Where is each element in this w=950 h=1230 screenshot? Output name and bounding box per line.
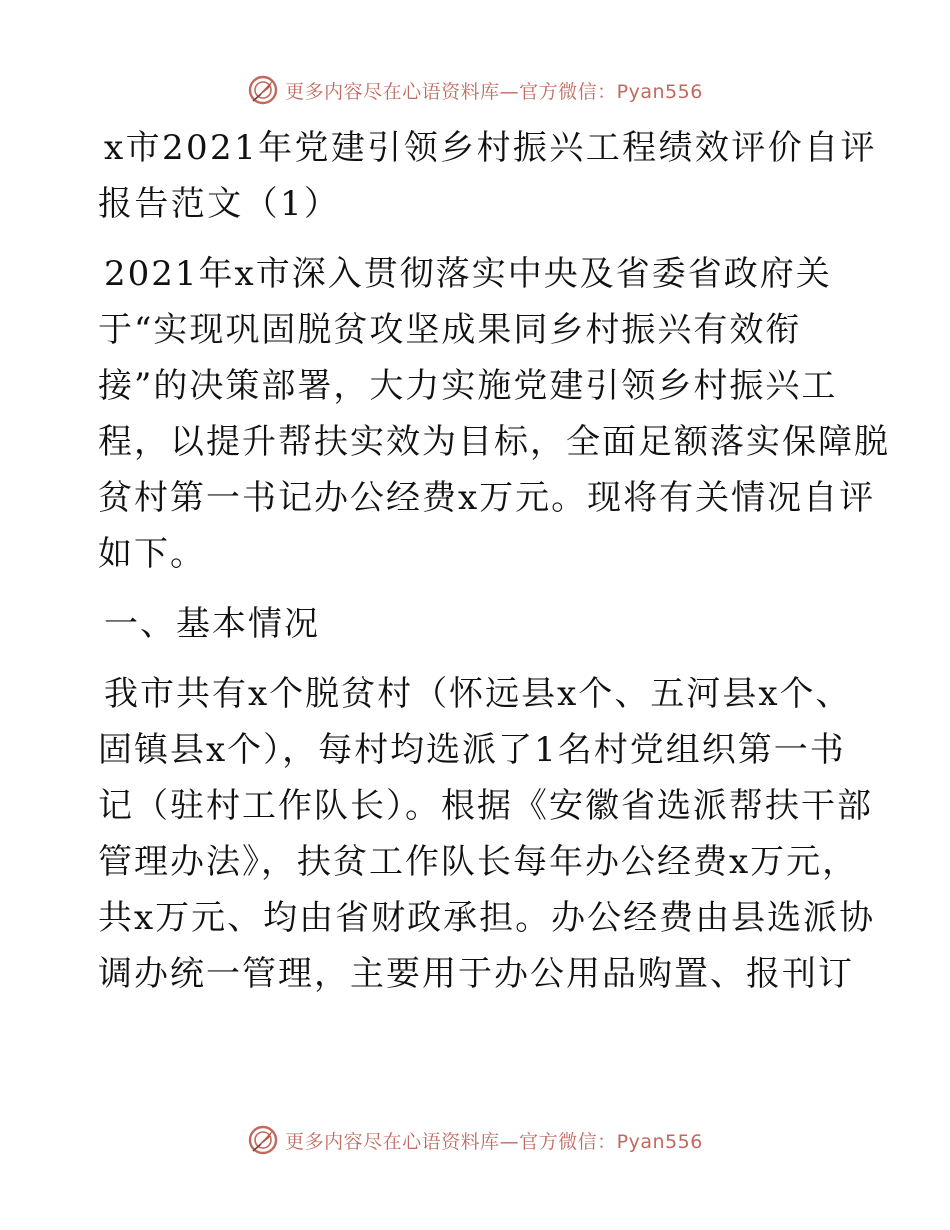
- paragraph-basic-situation: [98, 666, 876, 1002]
- paragraph-line: 管理办法》，扶贫工作队长每年办公经费x万元，: [98, 842, 859, 882]
- paragraph-line: 于“实现巩固脱贫攻坚成果同乡村振兴有效衔: [98, 310, 802, 350]
- paragraph-line: 固镇县x个），每村均选派了1名村党组织第一书: [98, 730, 846, 770]
- paragraph-line: 2021年x市深入贯彻落实中央及省委省政府关: [104, 254, 832, 294]
- watermark-banner-bottom: [0, 1120, 950, 1160]
- paragraph-line: 记（驻村工作队长）。根据《安徽省选派帮扶干部: [98, 786, 873, 826]
- quill-logo-icon: [247, 74, 279, 106]
- document-body: [98, 120, 890, 1002]
- watermark-banner-top: [0, 70, 950, 110]
- paragraph-line: 共x万元、均由省财政承担。办公经费由县选派协: [98, 898, 876, 938]
- paragraph-line: 接”的决策部署，大力实施党建引领乡村振兴工: [98, 366, 838, 406]
- paragraph-line: 调办统一管理，主要用于办公用品购置、报刊订: [98, 954, 854, 994]
- paragraph-line: 我市共有x个脱贫村（怀远县x个、五河县x个、: [104, 674, 852, 714]
- paragraph-line: 如下。: [98, 534, 206, 574]
- quill-logo-icon: [247, 1124, 279, 1156]
- watermark-text: 更多内容尽在心语资料库—官方微信：Pyan556: [285, 80, 703, 103]
- title-line: x市2021年党建引领乡村振兴工程绩效评价自评: [104, 128, 877, 168]
- section-heading: 一、基本情况: [104, 604, 320, 644]
- document-title: [98, 120, 877, 232]
- title-line: 报告范文（1）: [98, 184, 341, 224]
- paragraph-intro: [98, 246, 890, 582]
- paragraph-line: 程，以提升帮扶实效为目标，全面足额落实保障脱: [98, 422, 890, 462]
- paragraph-line: 贫村第一书记办公经费x万元。现将有关情况自评: [98, 478, 876, 518]
- watermark-text: 更多内容尽在心语资料库—官方微信：Pyan556: [285, 1130, 703, 1153]
